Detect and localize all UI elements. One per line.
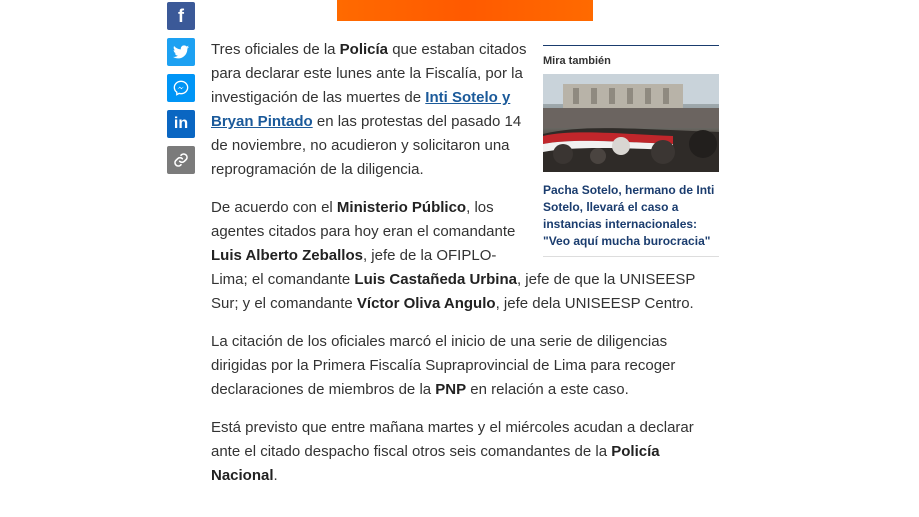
article-paragraph: Está previsto que entre mañana martes y el miércoles acudan a declarar ante el citado despacho fiscal otros seis comandantes de la Policía Nacional. [211, 419, 694, 484]
bold-text: Luis Castañeda Urbina [354, 271, 517, 288]
bold-text: Ministerio Público [336, 199, 467, 216]
bold-text: Luis Alberto Zeballos [211, 247, 363, 264]
facebook-share-button[interactable] [167, 2, 195, 30]
twitter-share-button[interactable] [167, 38, 195, 66]
bold-text: Policía [339, 41, 389, 58]
facebook-icon: f [178, 5, 184, 26]
messenger-icon [173, 80, 189, 96]
related-article-title[interactable]: Pacha Sotelo, hermano de Inti Sotelo, llevará el caso a instancias internacionales: "Veo aquí mucha burocracia" [543, 182, 719, 257]
copy-link-button[interactable] [167, 146, 195, 174]
protest-photo [543, 74, 719, 172]
linkedin-icon: in [173, 115, 189, 132]
bold-text: Víctor Oliva Angulo [356, 295, 496, 312]
inline-link[interactable]: Inti Sotelo y Bryan Pintado [211, 89, 511, 130]
linkedin-share-button[interactable] [167, 110, 195, 138]
messenger-share-button[interactable] [167, 74, 195, 102]
related-heading: Mira también [543, 55, 611, 67]
bold-text: Policía Nacional [211, 443, 660, 484]
top-banner-ad[interactable] [337, 0, 593, 21]
article-paragraph: La citación de los oficiales marcó el inicio de una serie de diligencias dirigidas por la Primera Fiscalía Supraprovincial de Lima para recoger declaraciones de miembros de la PNP en relación a este caso. [211, 333, 676, 398]
related-article-card[interactable] [543, 45, 719, 257]
twitter-icon [173, 45, 189, 59]
related-article-image[interactable] [543, 74, 719, 172]
bold-text: PNP [435, 381, 467, 398]
article-paragraph: Tres oficiales de la Policía que estaban citados para declarar este lunes ante la Fiscalía, por la investigación de las muertes de Inti Sotelo y Bryan Pintado en las protestas del pasado 14 de noviembre, no acudieron y solicitaron una reprogramación de la diligencia. [211, 41, 527, 178]
article-paragraph: De acuerdo con el Ministerio Público, los agentes citados para hoy eran el comandante Luis Alberto Zeballos, jefe de la OFIPLO- Lima; el comandante Luis Castañeda Urbina, jefe de que la UNISEESP Sur; y el comandante Víctor Oliva Angulo, jefe dela UNISEESP Centro. [211, 199, 696, 312]
link-icon [173, 152, 189, 168]
